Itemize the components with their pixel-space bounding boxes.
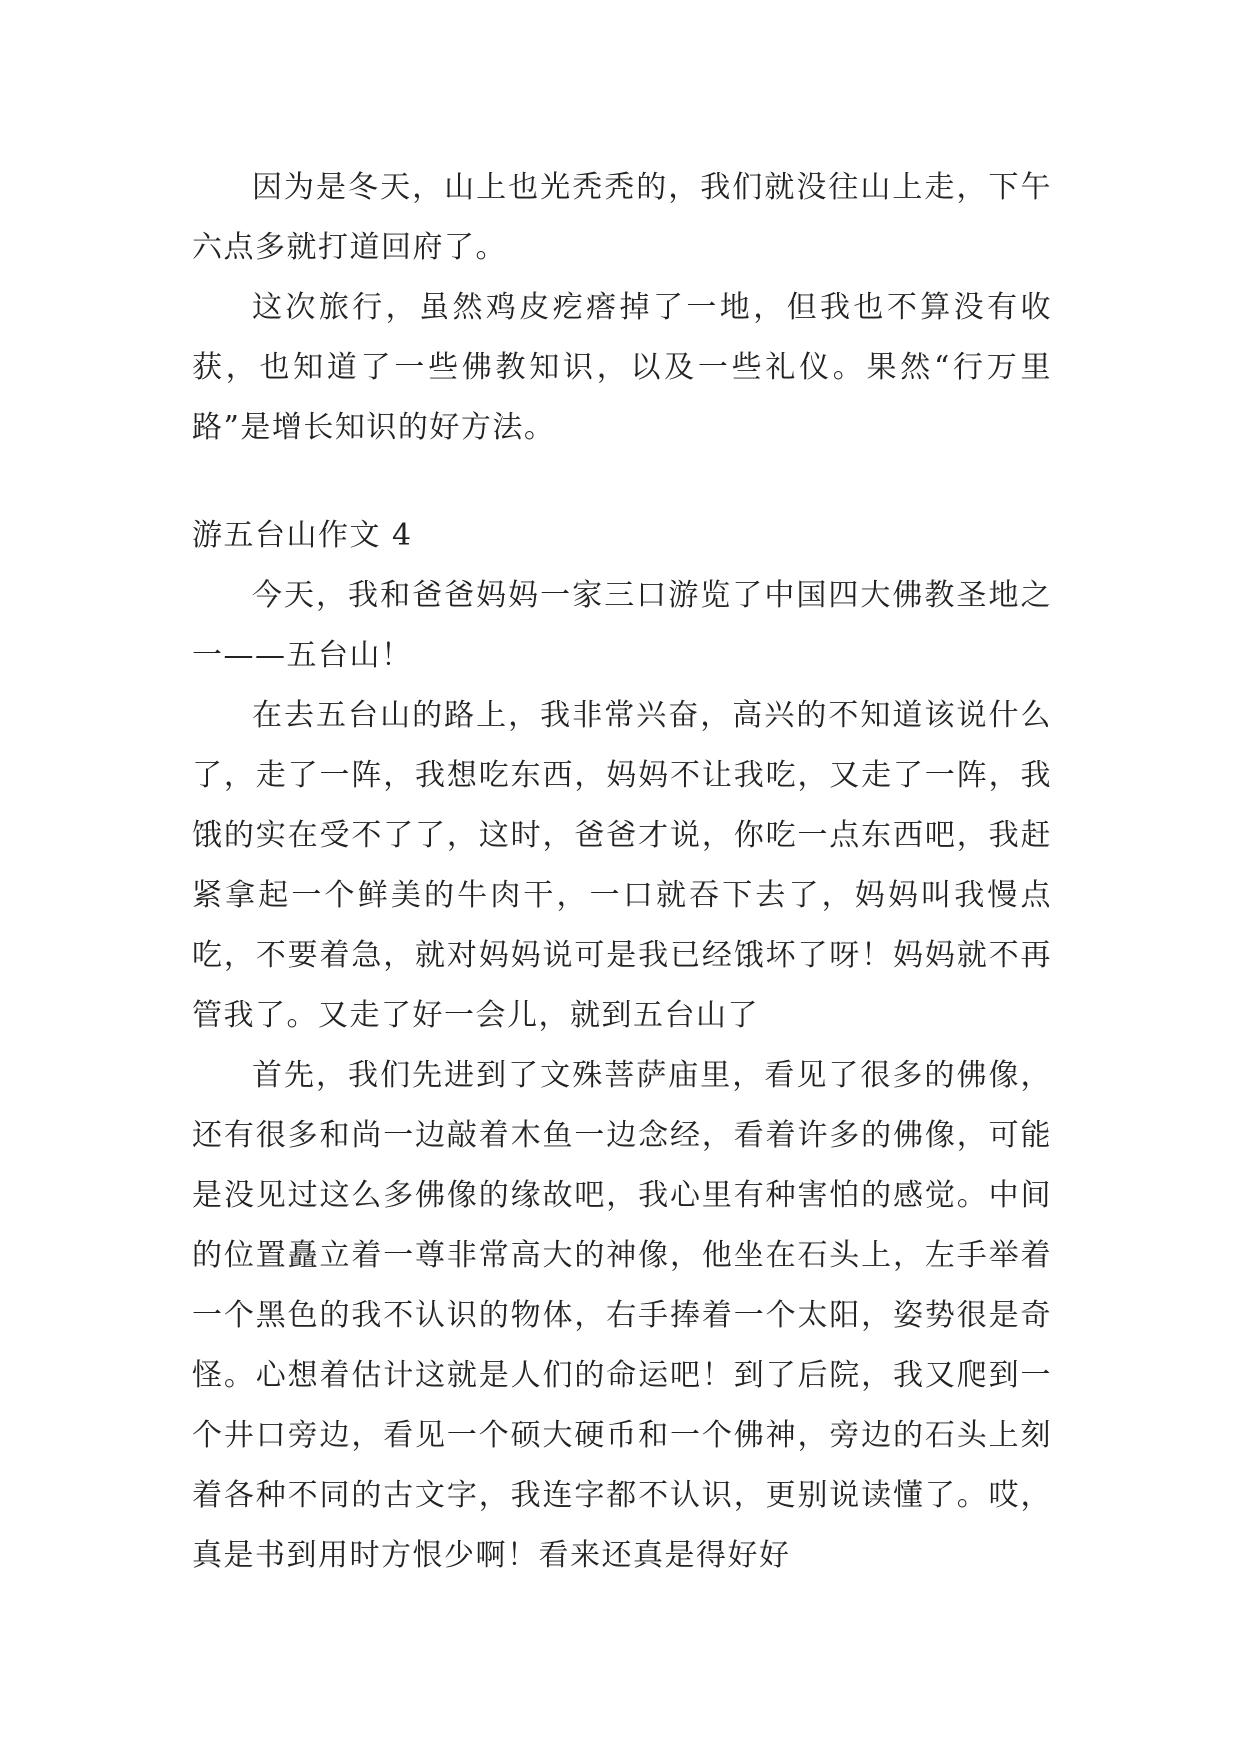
document-body xyxy=(192,158,1052,1586)
paragraph: 首先，我们先进到了文殊菩萨庙里，看见了很多的佛像，还有很多和尚一边敲着木鱼一边念经，看着许多的佛像，可能是没见过这么多佛像的缘故吧，我心里有种害怕的感觉。中间的位置矗立着一尊非常高大的神像，他坐在石头上，左手举着一个黑色的我不认识的物体，右手捧着一个太阳，姿势很是奇怪。心想着估计这就是人们的命运吧！到了后院，我又爬到一个井口旁边，看见一个硕大硬币和一个佛神，旁边的石头上刻着各种不同的古文字，我连字都不认识，更别说读懂了。哎，真是书到用时方恨少啊！看来还真是得好好 xyxy=(192,1058,1052,1573)
paragraph: 因为是冬天，山上也光秃秃的，我们就没往山上走，下午六点多就打道回府了。 xyxy=(192,170,1052,265)
paragraph: 在去五台山的路上，我非常兴奋，高兴的不知道该说什么了，走了一阵，我想吃东西，妈妈不让我吃，又走了一阵，我饿的实在受不了了，这时，爸爸才说，你吃一点东西吧，我赶紧拿起一个鲜美的牛肉干，一口就吞下去了，妈妈叫我慢点吃，不要着急，就对妈妈说可是我已经饿坏了呀！妈妈就不再管我了。又走了好一会儿，就到五台山了 xyxy=(192,698,1052,1033)
paragraph: 这次旅行，虽然鸡皮疙瘩掉了一地，但我也不算没有收获，也知道了一些佛教知识，以及一些礼仪。果然“行万里路”是增长知识的好方法。 xyxy=(192,290,1052,445)
paragraph: 今天，我和爸爸妈妈一家三口游览了中国四大佛教圣地之一——五台山！ xyxy=(192,578,1052,673)
section-heading: 游五台山作文 4 xyxy=(192,518,413,553)
